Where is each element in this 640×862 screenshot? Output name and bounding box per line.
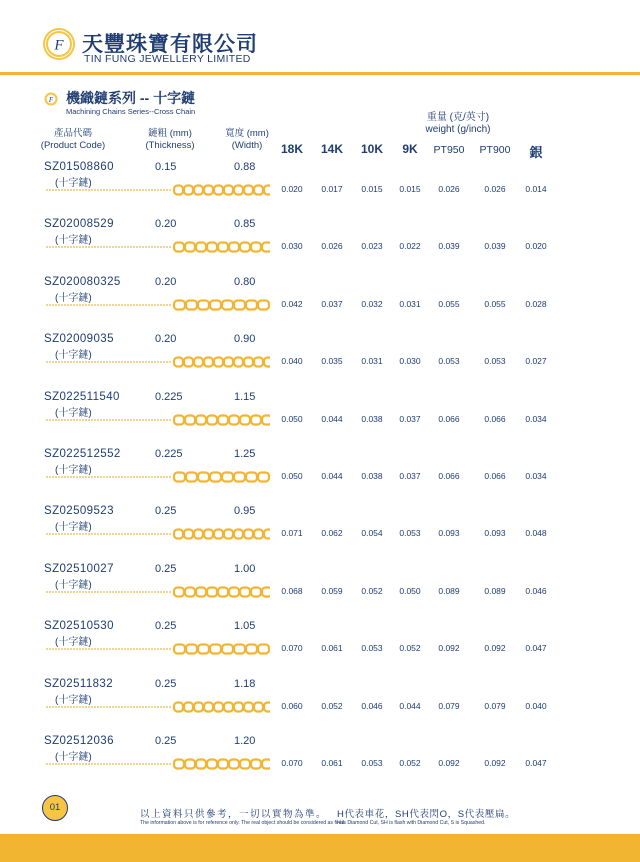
chain-icon (44, 700, 270, 714)
weight-value: 0.039 (484, 241, 506, 251)
weight-value: 0.037 (399, 414, 421, 424)
karat-header-pt900: PT900 (479, 144, 511, 156)
footer-note-en: The information above is for reference only. The real object should be considered as final. (140, 820, 346, 826)
logo-emblem-icon (42, 27, 76, 61)
product-width: 1.18 (234, 678, 256, 690)
weight-value: 0.026 (484, 184, 506, 194)
chain-illustration (44, 183, 270, 197)
karat-header-10k: 10K (360, 142, 383, 156)
company-logo (42, 27, 76, 61)
chain-illustration (44, 585, 270, 599)
weight-value: 0.031 (399, 299, 421, 309)
chain-icon (44, 413, 270, 427)
weight-value: 0.038 (361, 471, 383, 481)
series-title-cn: 機織鏈系列 -- 十字鏈 (66, 90, 196, 106)
footer-legend-cn: H代表車花，SH代表閃O，S代表壓扁。 (337, 809, 516, 820)
product-subtitle: (十字鏈) (55, 465, 92, 476)
header-width (219, 128, 275, 152)
weight-value: 0.037 (399, 471, 421, 481)
product-thickness: 0.25 (155, 678, 177, 690)
footer-note-cn: 以上資料只供參考，一切以實物為準。 (140, 809, 328, 820)
weight-value: 0.052 (399, 758, 421, 768)
weight-value: 0.030 (399, 356, 421, 366)
header-width-en: (Width) (231, 140, 263, 151)
chain-icon (44, 298, 270, 312)
chain-illustration (44, 355, 270, 369)
header-weight-cn: 重量 (克/英寸) (426, 112, 490, 123)
header-weight-en: weight (g/inch) (425, 124, 491, 135)
product-subtitle: (十字鏈) (55, 235, 92, 246)
product-subtitle: (十字鏈) (55, 350, 92, 361)
weight-value: 0.050 (281, 414, 303, 424)
product-code: SZ020080325 (44, 276, 121, 288)
weight-value: 0.030 (281, 241, 303, 251)
product-subtitle: (十字鏈) (55, 178, 92, 189)
chain-illustration (44, 298, 270, 312)
header-thickness-en: (Thickness) (145, 140, 195, 151)
weight-value: 0.014 (525, 184, 547, 194)
header-thickness (140, 128, 200, 152)
chain-illustration (44, 700, 270, 714)
product-subtitle: (十字鏈) (55, 695, 92, 706)
weight-value: 0.015 (399, 184, 421, 194)
weight-value: 0.020 (525, 241, 547, 251)
weight-value: 0.092 (438, 758, 460, 768)
chain-icon (44, 757, 270, 771)
weight-value: 0.070 (281, 643, 303, 653)
product-width: 1.05 (234, 620, 256, 632)
karat-header-pt950: PT950 (433, 144, 465, 156)
series-title-en: Machining Chains Series--Cross Chain (66, 107, 196, 116)
weight-value: 0.040 (525, 701, 547, 711)
weight-value: 0.055 (484, 299, 506, 309)
product-width: 0.88 (234, 161, 256, 173)
weight-value: 0.015 (361, 184, 383, 194)
weight-value: 0.061 (321, 758, 343, 768)
weight-value: 0.038 (361, 414, 383, 424)
product-thickness: 0.25 (155, 563, 177, 575)
chain-icon (44, 642, 270, 656)
header-product-code-en: (Product Code) (40, 140, 106, 151)
svg-text:F: F (48, 96, 54, 104)
weight-value: 0.047 (525, 643, 547, 653)
weight-value: 0.068 (281, 586, 303, 596)
weight-value: 0.066 (484, 471, 506, 481)
logo-letter: F (54, 37, 64, 54)
weight-value: 0.017 (321, 184, 343, 194)
header-width-cn: 寬度 (mm) (225, 128, 269, 139)
chain-icon (44, 240, 270, 254)
product-subtitle: (十字鏈) (55, 522, 92, 533)
product-width: 0.80 (234, 276, 256, 288)
weight-value: 0.040 (281, 356, 303, 366)
weight-value: 0.028 (525, 299, 547, 309)
product-thickness: 0.225 (155, 391, 183, 403)
footer-bar (0, 834, 640, 862)
product-code: SZ02510530 (44, 620, 114, 632)
karat-header-18k: 18K (280, 142, 303, 156)
weight-value: 0.032 (361, 299, 383, 309)
weight-value: 0.079 (484, 701, 506, 711)
weight-value: 0.053 (361, 758, 383, 768)
product-code: SZ01508860 (44, 161, 114, 173)
weight-value: 0.047 (525, 758, 547, 768)
weight-value: 0.026 (321, 241, 343, 251)
weight-value: 0.053 (438, 356, 460, 366)
weight-value: 0.050 (281, 471, 303, 481)
product-thickness: 0.25 (155, 620, 177, 632)
product-thickness: 0.225 (155, 448, 183, 460)
page-number-badge: 01 (42, 795, 68, 821)
weight-value: 0.039 (438, 241, 460, 251)
weight-value: 0.052 (399, 643, 421, 653)
weight-value: 0.048 (525, 528, 547, 538)
header-weight (398, 112, 518, 136)
weight-value: 0.052 (321, 701, 343, 711)
product-code: SZ02511832 (44, 678, 114, 690)
product-thickness: 0.20 (155, 218, 177, 230)
weight-value: 0.092 (484, 758, 506, 768)
brand-name-cn: 天豐珠寶有限公司 (82, 33, 258, 56)
product-thickness: 0.15 (155, 161, 177, 173)
karat-header-14k: 14K (320, 142, 343, 156)
weight-value: 0.031 (361, 356, 383, 366)
header-thickness-cn: 鏈粗 (mm) (148, 128, 192, 139)
weight-value: 0.046 (361, 701, 383, 711)
weight-value: 0.066 (438, 414, 460, 424)
product-code: SZ022512552 (44, 448, 121, 460)
brand-name-en: TIN FUNG JEWELLERY LIMITED (84, 53, 251, 65)
weight-value: 0.093 (484, 528, 506, 538)
weight-value: 0.089 (438, 586, 460, 596)
weight-value: 0.061 (321, 643, 343, 653)
product-width: 1.00 (234, 563, 256, 575)
product-subtitle: (十字鏈) (55, 637, 92, 648)
header-product-code-cn: 產品代碼 (53, 128, 92, 139)
weight-value: 0.034 (525, 414, 547, 424)
product-width: 0.85 (234, 218, 256, 230)
weight-value: 0.053 (361, 643, 383, 653)
weight-value: 0.089 (484, 586, 506, 596)
weight-value: 0.079 (438, 701, 460, 711)
weight-value: 0.053 (399, 528, 421, 538)
section-bullet-icon (44, 92, 58, 106)
product-subtitle: (十字鏈) (55, 408, 92, 419)
weight-value: 0.093 (438, 528, 460, 538)
weight-value: 0.055 (438, 299, 460, 309)
chain-illustration (44, 413, 270, 427)
footer-legend-en: H is Diamond Cut, SH is flash with Diamond Cut, S is Squashed. (337, 820, 486, 826)
chain-illustration (44, 240, 270, 254)
weight-value: 0.059 (321, 586, 343, 596)
product-width: 1.20 (234, 735, 256, 747)
chain-illustration (44, 642, 270, 656)
weight-value: 0.020 (281, 184, 303, 194)
weight-value: 0.027 (525, 356, 547, 366)
weight-value: 0.066 (438, 471, 460, 481)
product-thickness: 0.20 (155, 333, 177, 345)
product-subtitle: (十字鏈) (55, 580, 92, 591)
chain-illustration (44, 470, 270, 484)
weight-value: 0.037 (321, 299, 343, 309)
weight-value: 0.044 (399, 701, 421, 711)
product-thickness: 0.20 (155, 276, 177, 288)
chain-icon (44, 183, 270, 197)
product-code: SZ022511540 (44, 391, 120, 403)
chain-icon (44, 470, 270, 484)
weight-value: 0.022 (399, 241, 421, 251)
product-code: SZ02510027 (44, 563, 114, 575)
karat-header-9k: 9K (402, 142, 418, 156)
weight-value: 0.034 (525, 471, 547, 481)
chain-illustration (44, 527, 270, 541)
weight-value: 0.023 (361, 241, 383, 251)
chain-icon (44, 527, 270, 541)
product-width: 0.95 (234, 505, 256, 517)
weight-value: 0.052 (361, 586, 383, 596)
weight-value: 0.092 (438, 643, 460, 653)
product-code: SZ02008529 (44, 218, 114, 230)
weight-value: 0.054 (361, 528, 383, 538)
header-product-code (40, 128, 106, 152)
product-subtitle: (十字鏈) (55, 293, 92, 304)
weight-value: 0.066 (484, 414, 506, 424)
product-thickness: 0.25 (155, 505, 177, 517)
weight-value: 0.035 (321, 356, 343, 366)
weight-value: 0.071 (281, 528, 303, 538)
weight-value: 0.062 (321, 528, 343, 538)
weight-value: 0.070 (281, 758, 303, 768)
chain-illustration (44, 757, 270, 771)
chain-icon (44, 585, 270, 599)
header-divider (0, 72, 640, 75)
product-width: 1.25 (234, 448, 256, 460)
weight-value: 0.044 (321, 414, 343, 424)
product-width: 1.15 (234, 391, 256, 403)
product-width: 0.90 (234, 333, 256, 345)
chain-icon (44, 355, 270, 369)
weight-value: 0.060 (281, 701, 303, 711)
product-code: SZ02512036 (44, 735, 114, 747)
product-code: SZ02009035 (44, 333, 114, 345)
weight-value: 0.050 (399, 586, 421, 596)
weight-value: 0.092 (484, 643, 506, 653)
product-subtitle: (十字鏈) (55, 752, 92, 763)
weight-value: 0.046 (525, 586, 547, 596)
product-thickness: 0.25 (155, 735, 177, 747)
product-code: SZ02509523 (44, 505, 114, 517)
weight-value: 0.053 (484, 356, 506, 366)
weight-value: 0.044 (321, 471, 343, 481)
karat-header-silver: 銀 (529, 145, 543, 160)
weight-value: 0.042 (281, 299, 303, 309)
weight-value: 0.026 (438, 184, 460, 194)
